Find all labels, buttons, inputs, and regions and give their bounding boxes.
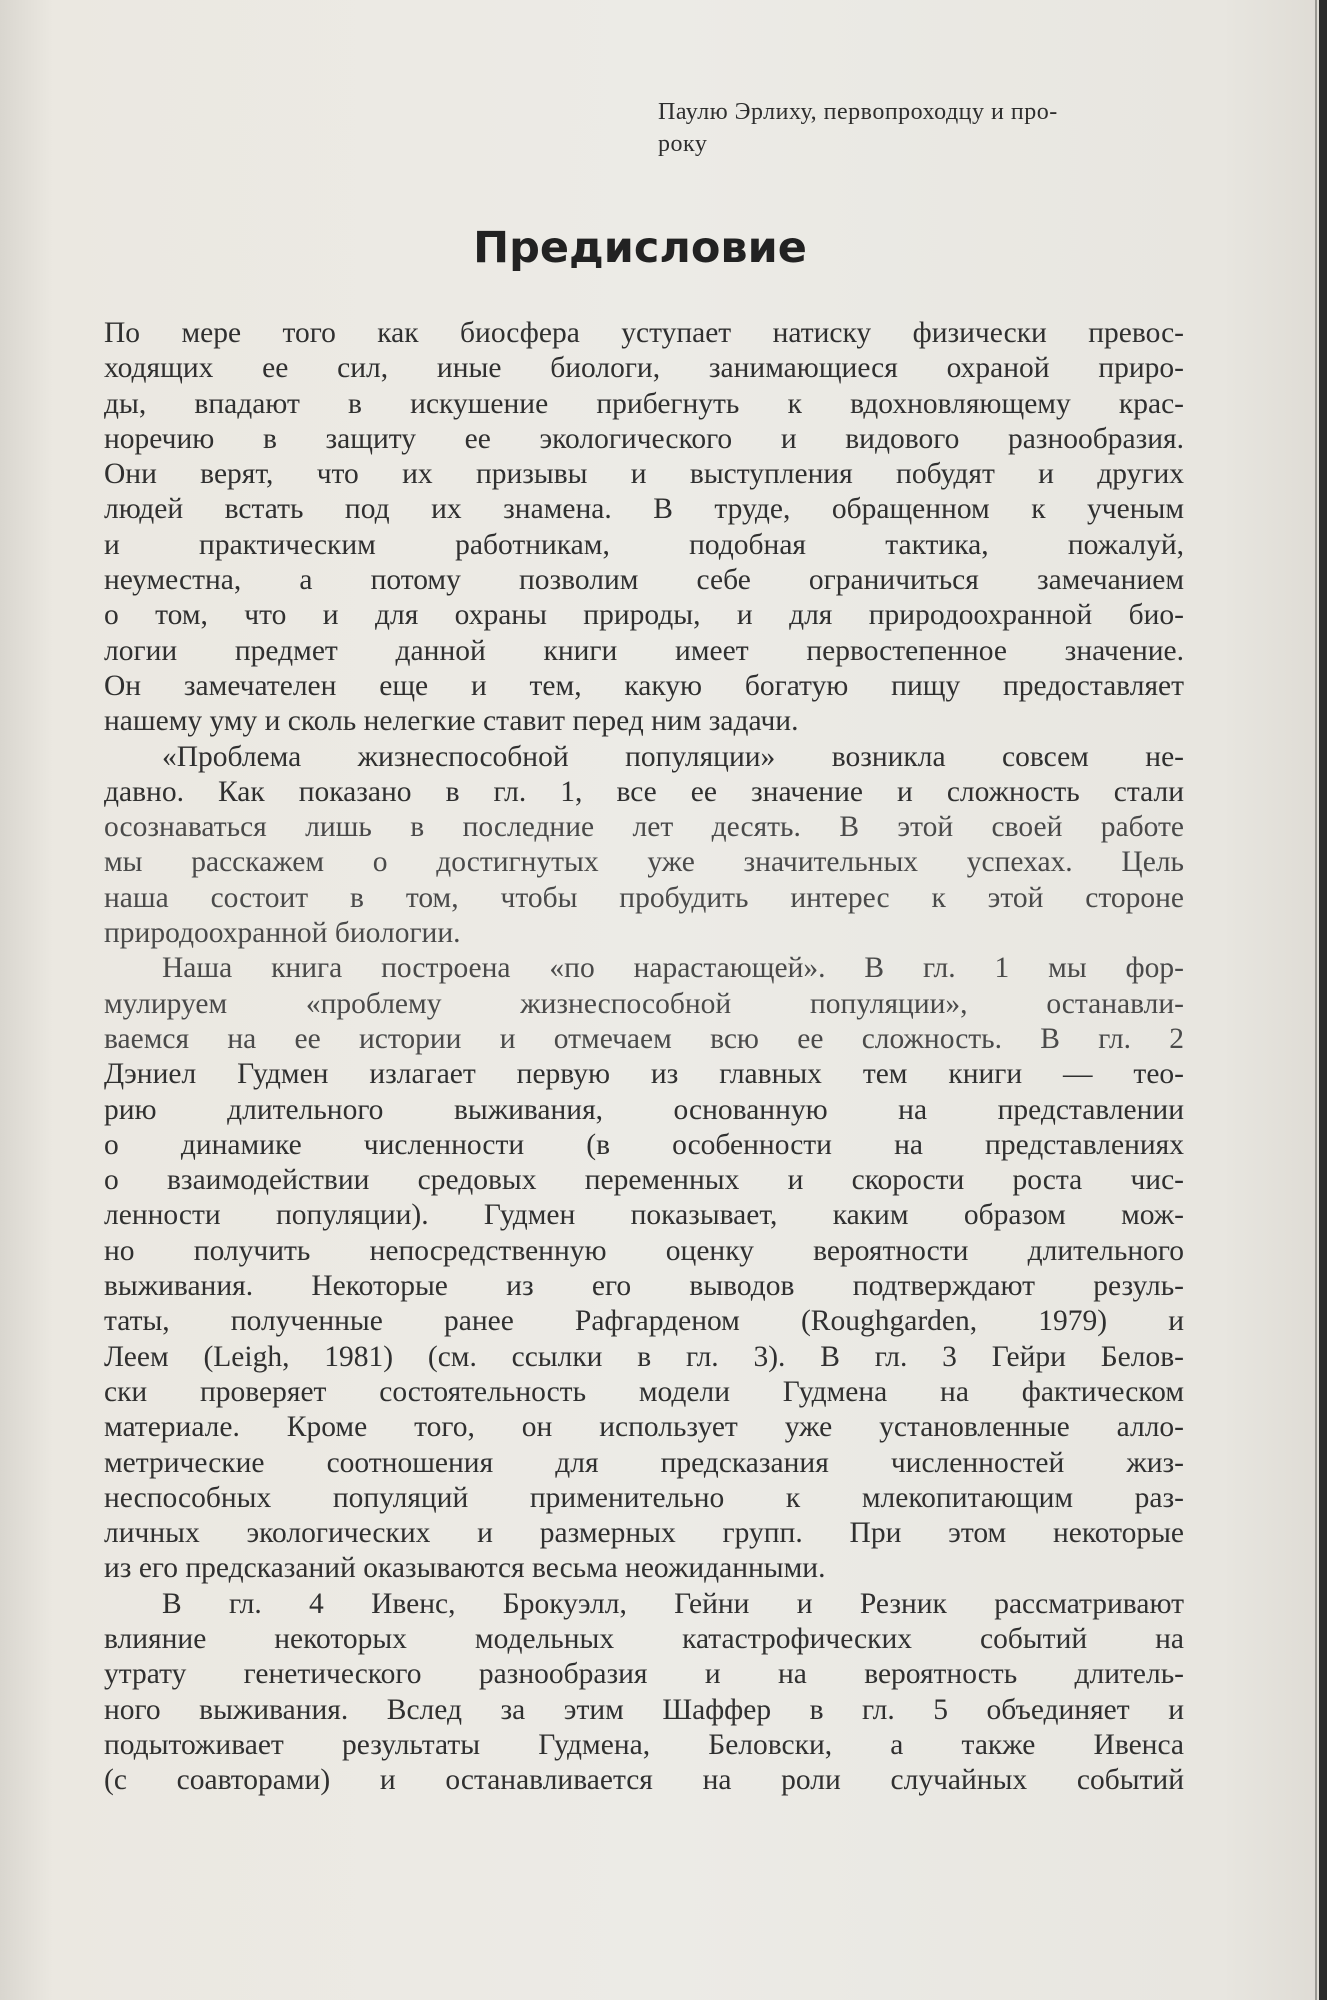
text-line: подытоживает результаты Гудмена, Беловски, а также Ивенса (104, 1728, 1184, 1761)
page-title: Предисловие (473, 223, 807, 273)
text-line: По мере того как биосфера уступает натиску физически превос- (104, 317, 1184, 349)
page-gutter-line (1315, 0, 1317, 2000)
text-line: давно. Как показано в гл. 1, все ее значение и сложность стали (104, 775, 1184, 808)
text-line: утрату генетического разнообразия и на вероятность длитель- (104, 1658, 1184, 1691)
text-line: о том, что и для охраны природы, и для природоохранной био- (104, 599, 1184, 632)
text-line: Наша книга построена «по нарастающей». В гл. 1 мы фор- (162, 952, 1184, 985)
text-line: и практическим работникам, подобная тактика, пожалуй, (104, 528, 1184, 561)
text-line: ходящих ее сил, иные биологи, занимающиеся охраной приро- (104, 352, 1184, 385)
text-line: мулируем «проблему жизнеспособной популяции», останавли- (104, 987, 1184, 1020)
paragraph (104, 316, 1184, 740)
text-line: ного выживания. Вслед за этим Шаффер в гл. 5 объединяет и (104, 1693, 1184, 1726)
text-line: ски проверяет состоятельность модели Гудмена на фактическом (104, 1375, 1184, 1408)
text-line: личных экологических и размерных групп. При этом некоторые (104, 1517, 1184, 1550)
text-line: неспособных популяций применительно к млекопитающим раз- (104, 1481, 1184, 1514)
text-line: таты, полученные ранее Рафгарденом (Roughgarden, 1979) и (104, 1305, 1184, 1338)
text-line: логии предмет данной книги имеет первостепенное значение. (104, 634, 1184, 667)
text-line: о динамике численности (в особенности на представлениях (104, 1128, 1184, 1161)
text-line: Они верят, что их призывы и выступления побудят и других (104, 458, 1184, 491)
epigraph-line: Паулю Эрлиху, первопроходцу и про- (658, 99, 1058, 125)
text-line: ды, впадают в искушение прибегнуть к вдохновляющему крас- (104, 387, 1184, 420)
body-text (104, 316, 1184, 1798)
paragraph (104, 740, 1184, 952)
text-line: материале. Кроме того, он использует уже установленные алло- (104, 1411, 1184, 1444)
text-line: метрические соотношения для предсказания численностей жиз- (104, 1446, 1184, 1479)
text-line: выживания. Некоторые из его выводов подтверждают резуль- (104, 1270, 1184, 1303)
text-line: ленности популяции). Гудмен показывает, каким образом мож- (104, 1199, 1184, 1232)
paragraph (104, 1587, 1184, 1799)
text-line: влияние некоторых модельных катастрофических событий на (104, 1622, 1184, 1655)
text-line: ваемся на ее истории и отмечаем всю ее сложность. В гл. 2 (104, 1022, 1184, 1055)
text-line: рию длительного выживания, основанную на представлении (104, 1093, 1184, 1126)
text-line: норечию в защиту ее экологического и видового разнообразия. (104, 422, 1184, 455)
text-line: мы расскажем о достигнутых уже значительных успехах. Цель (104, 846, 1184, 879)
text-line: Он замечателен еще и тем, какую богатую пищу предоставляет (104, 669, 1184, 702)
text-line: (с соавторами) и останавливается на роли случайных событий (104, 1764, 1184, 1797)
text-line: из его предсказаний оказываются весьма неожиданными. (104, 1552, 826, 1585)
text-line: нашему уму и сколь нелегкие ставит перед ним задачи. (104, 705, 799, 738)
text-line: «Проблема жизнеспособной популяции» возникла совсем не- (162, 740, 1184, 773)
text-line: наша состоит в том, чтобы пробудить интерес к этой стороне (104, 881, 1184, 914)
text-line: Дэниел Гудмен излагает первую из главных тем книги — тео- (104, 1058, 1184, 1091)
text-line: но получить непосредственную оценку вероятности длительного (104, 1234, 1184, 1267)
text-line: о взаимодействии средовых переменных и скорости роста чис- (104, 1164, 1184, 1197)
epigraph (658, 96, 1178, 160)
text-line: осознаваться лишь в последние лет десять. В этой своей работе (104, 811, 1184, 844)
paragraph (104, 951, 1184, 1586)
text-line: В гл. 4 Ивенс, Брокуэлл, Гейни и Резник рассматривают (162, 1587, 1184, 1620)
text-line: людей встать под их знамена. В труде, обращенном к ученым (104, 493, 1184, 526)
page-edge (1319, 0, 1327, 2000)
text-line: неуместна, а потому позволим себе ограничиться замечанием (104, 564, 1184, 597)
text-line: Леем (Leigh, 1981) (см. ссылки в гл. 3). В гл. 3 Гейри Белов- (104, 1340, 1184, 1373)
text-line: природоохранной биологии. (104, 917, 461, 950)
epigraph-line: року (658, 131, 708, 157)
